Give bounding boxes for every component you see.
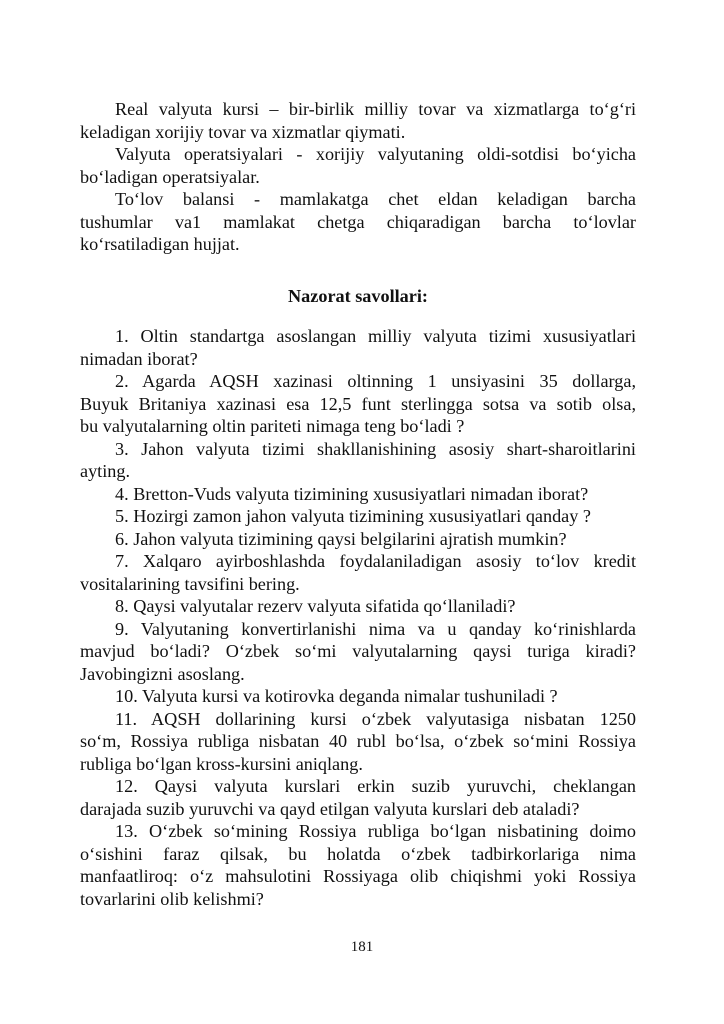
text-line: Buyuk Britaniya xazinasi esa 12,5 funt sterlingga sotsa va sotib olsa,	[80, 393, 636, 414]
text-line: To‘lov balansi - mamlakatga chet eldan keladigan barcha	[115, 189, 636, 209]
question-item	[80, 595, 636, 618]
text-line: 3. Jahon valyuta tizimi shakllanishining asosiy shart-sharoitlarini	[115, 438, 636, 459]
question-item	[80, 685, 636, 708]
question-item	[80, 708, 636, 776]
question-item	[80, 505, 636, 528]
text-line: rubliga bo‘lgan kross-kursini aniqlang.	[80, 753, 363, 774]
question-item	[80, 483, 636, 506]
text-line: so‘m, Rossiya rubliga nisbatan 40 rubl bo‘lsa, o‘zbek so‘mini Rossiya	[80, 731, 636, 751]
text-line: 11. AQSH dollarining kursi o‘zbek valyutasiga nisbatan 1250	[115, 708, 636, 729]
text-line: mavjud bo‘ladi? O‘zbek so‘mi valyutalarning qaysi turiga kiradi?	[80, 641, 636, 661]
text-line: 5. Hozirgi zamon jahon valyuta tizimining xususiyatlari qanday ?	[115, 506, 591, 526]
text-line: nimadan iborat?	[80, 348, 198, 369]
question-item	[80, 325, 636, 370]
text-line: tushumlar va1 mamlakat chetga chiqaradigan barcha to‘lovlar	[80, 211, 636, 232]
text-line: bu valyutalarning oltin pariteti nimaga teng bo‘ladi ?	[80, 416, 465, 436]
text-line: 4. Bretton-Vuds valyuta tizimining xususiyatlari nimadan iborat?	[115, 483, 589, 504]
text-line: 6. Jahon valyuta tizimining qaysi belgilarini ajratish mumkin?	[115, 528, 567, 549]
question-item	[80, 528, 636, 551]
text-line: o‘sishini faraz qilsak, bu holatda o‘zbek tadbirkorlariga nima	[80, 843, 636, 864]
page-number: 181	[350, 939, 374, 955]
question-item	[80, 820, 636, 910]
text-line: keladigan xorijiy tovar va xizmatlar qiymati.	[80, 121, 406, 142]
definition-paragraph	[80, 188, 636, 256]
text-line: bo‘ladigan operatsiyalar.	[80, 166, 260, 187]
text-line: Valyuta operatsiyalari - xorijiy valyutaning oldi-sotdisi bo‘yicha	[115, 144, 636, 164]
review-questions-list	[80, 325, 636, 910]
text-line: 2. Agarda AQSH xazinasi oltinning 1 unsiyasini 35 dollarga,	[115, 371, 636, 391]
text-line: 10. Valyuta kursi va kotirovka deganda nimalar tushuniladi ?	[115, 686, 558, 706]
definition-paragraph	[80, 98, 636, 143]
question-item	[80, 550, 636, 595]
text-line: ayting.	[80, 461, 131, 481]
text-line: 1. Oltin standartga asoslangan milliy valyuta tizimi xususiyatlari	[115, 326, 636, 346]
text-line: vositalarining tavsifini bering.	[80, 573, 300, 594]
definition-paragraph	[80, 143, 636, 188]
section-heading: Nazorat savollari:	[288, 286, 428, 306]
question-item	[80, 618, 636, 686]
text-line: manfaatliroq: o‘z mahsulotini Rossiyaga olib chiqishmi yoki Rossiya	[80, 866, 636, 886]
text-line: 12. Qaysi valyuta kurslari erkin suzib yuruvchi, cheklangan	[115, 776, 636, 796]
text-line: tovarlarini olib kelishmi?	[80, 888, 264, 909]
definitions-section	[80, 98, 636, 256]
text-line: 13. O‘zbek so‘mining Rossiya rubliga bo‘lgan nisbatining doimo	[115, 821, 636, 841]
question-item	[80, 438, 636, 483]
text-line: 9. Valyutaning konvertirlanishi nima va u qanday ko‘rinishlarda	[115, 618, 636, 639]
text-line: Real valyuta kursi – bir-birlik milliy tovar va xizmatlarga to‘g‘ri	[115, 99, 636, 119]
question-item	[80, 370, 636, 438]
text-line: 7. Xalqaro ayirboshlashda foydalaniladigan asosiy to‘lov kredit	[115, 551, 636, 571]
text-line: darajada suzib yuruvchi va qayd etilgan valyuta kurslari deb ataladi?	[80, 798, 580, 819]
text-line: ko‘rsatiladigan hujjat.	[80, 234, 240, 254]
question-item	[80, 775, 636, 820]
text-line: 8. Qaysi valyutalar rezerv valyuta sifatida qo‘llaniladi?	[115, 596, 516, 616]
text-line: Javobingizni asoslang.	[80, 663, 245, 684]
